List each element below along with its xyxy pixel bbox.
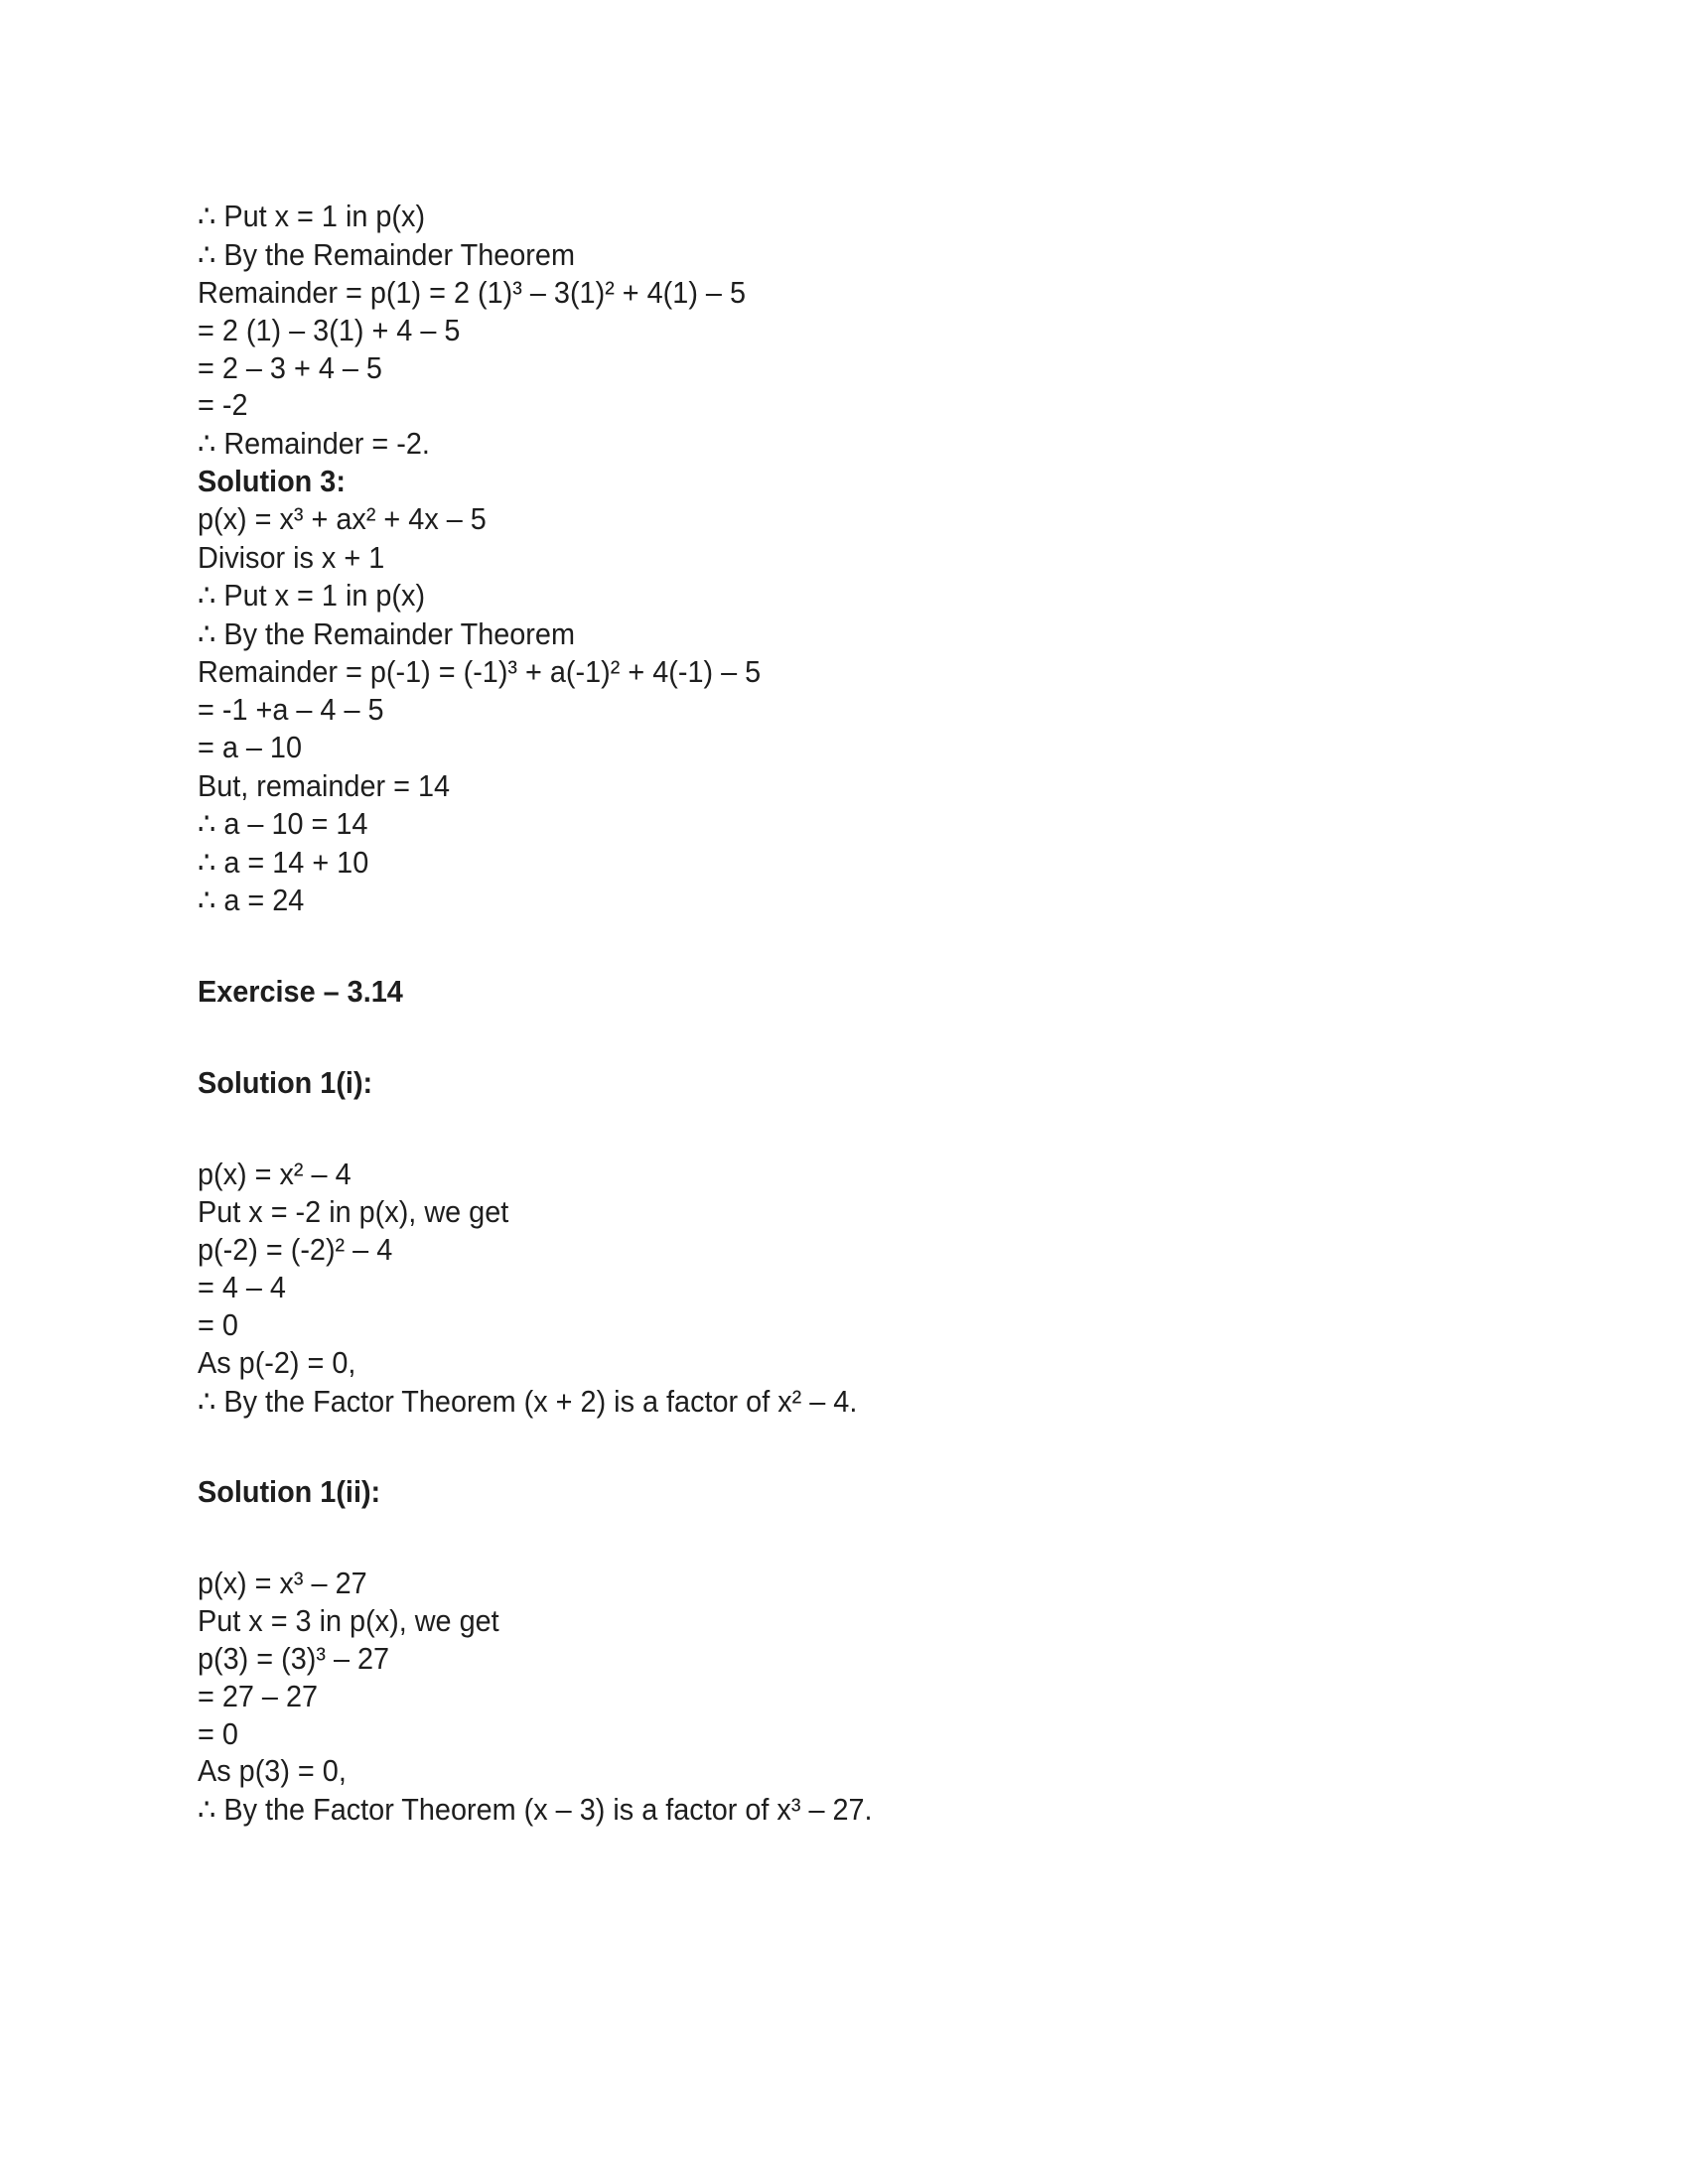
text-line: = 2 – 3 + 4 – 5 [198, 350, 382, 385]
text-line: But, remainder = 14 [198, 768, 451, 803]
text-line: ∴ By the Factor Theorem (x + 2) is a factor of x² – 4. [198, 1384, 858, 1419]
text-line: As p(3) = 0, [198, 1753, 347, 1788]
text-line: = 4 – 4 [198, 1270, 286, 1304]
text-line: As p(-2) = 0, [198, 1345, 356, 1380]
text-line: = 0 [198, 1716, 238, 1751]
text-line: = a – 10 [198, 730, 303, 764]
text-line: ∴ a – 10 = 14 [198, 806, 368, 841]
text-line: p(3) = (3)³ – 27 [198, 1641, 390, 1676]
text-line: = 27 – 27 [198, 1679, 319, 1713]
text-line: ∴ Put x = 1 in p(x) [198, 199, 426, 233]
exercise-heading: Exercise – 3.14 [198, 974, 403, 1009]
text-line: = -1 +a – 4 – 5 [198, 692, 384, 727]
text-line: ∴ By the Remainder Theorem [198, 237, 575, 272]
text-line: ∴ By the Factor Theorem (x – 3) is a factor of x³ – 27. [198, 1792, 873, 1827]
text-line: p(x) = x² – 4 [198, 1157, 352, 1191]
solution-3-heading: Solution 3: [198, 464, 346, 498]
text-line: Remainder = p(1) = 2 (1)³ – 3(1)² + 4(1) – 5 [198, 275, 747, 310]
text-line: ∴ a = 24 [198, 883, 305, 917]
text-line: = -2 [198, 387, 248, 422]
text-line: ∴ Remainder = -2. [198, 426, 430, 461]
text-line: Divisor is x + 1 [198, 540, 385, 575]
text-line: Remainder = p(-1) = (-1)³ + a(-1)² + 4(-1) – 5 [198, 654, 762, 689]
text-line: p(-2) = (-2)² – 4 [198, 1232, 393, 1267]
text-line: ∴ Put x = 1 in p(x) [198, 578, 426, 613]
text-line: p(x) = x³ + ax² + 4x – 5 [198, 501, 487, 536]
text-line: ∴ a = 14 + 10 [198, 845, 369, 880]
text-line: ∴ By the Remainder Theorem [198, 616, 575, 651]
text-line: Put x = 3 in p(x), we get [198, 1603, 499, 1638]
text-line: p(x) = x³ – 27 [198, 1566, 367, 1600]
text-line: = 0 [198, 1307, 238, 1342]
text-line: = 2 (1) – 3(1) + 4 – 5 [198, 313, 461, 347]
text-line: Put x = -2 in p(x), we get [198, 1194, 509, 1229]
solution-1i-heading: Solution 1(i): [198, 1065, 373, 1100]
solution-1ii-heading: Solution 1(ii): [198, 1474, 381, 1509]
